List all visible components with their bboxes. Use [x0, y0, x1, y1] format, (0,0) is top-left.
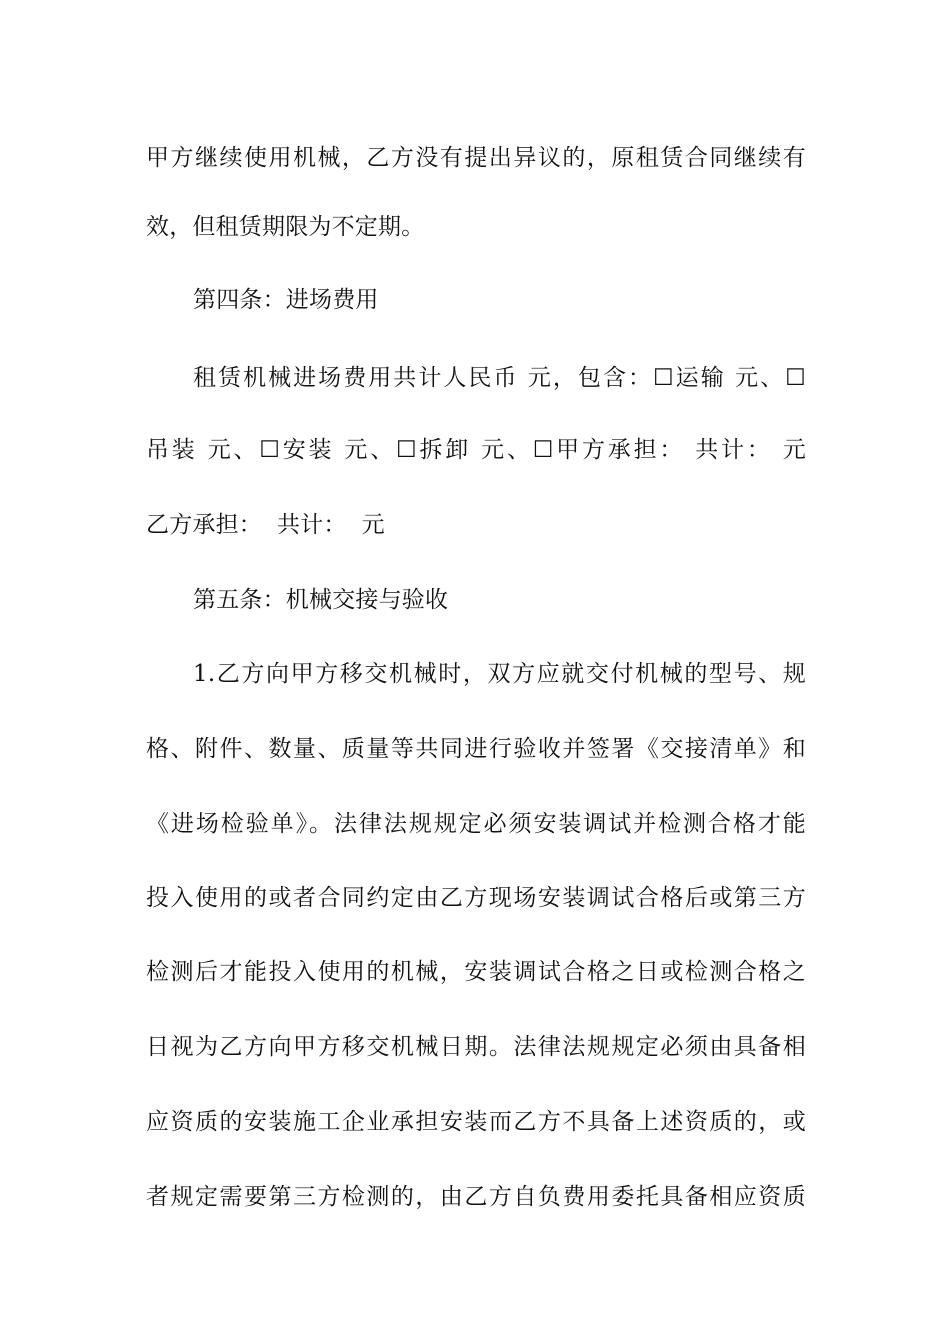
paragraph-line: 检测后才能投入使用的机械，安装调试合格之日或检测合格之	[146, 959, 806, 985]
paragraph-line: 吊装 元、☐安装 元、☐拆卸 元、☐甲方承担： 共计： 元	[146, 437, 806, 463]
paragraph-line: 格、附件、数量、质量等共同进行验收并签署《交接清单》和	[146, 736, 806, 762]
paragraph-line: 租赁机械进场费用共计人民币 元，包含：☐运输 元、☐	[193, 365, 806, 391]
paragraph-line: 甲方继续使用机械，乙方没有提出异议的，原租赁合同继续有	[146, 145, 806, 171]
paragraph-line: 应资质的安装施工企业承担安装而乙方不具备上述资质的，或	[146, 1109, 806, 1135]
section-heading-4: 第四条：进场费用	[193, 287, 379, 313]
paragraph-line: 1.乙方向甲方移交机械时，双方应就交付机械的型号、规	[193, 661, 806, 687]
paragraph-line: 乙方承担： 共计： 元	[146, 512, 385, 538]
paragraph-line: 《进场检验单》。法律法规规定必须安装调试并检测合格才能	[146, 811, 806, 837]
paragraph-line: 投入使用的或者合同约定由乙方现场安装调试合格后或第三方	[146, 885, 806, 911]
paragraph-line: 日视为乙方向甲方移交机械日期。法律法规规定必须由具备相	[146, 1034, 806, 1060]
section-heading-5: 第五条：机械交接与验收	[193, 587, 449, 613]
paragraph-line: 效，但租赁期限为不定期。	[146, 214, 425, 240]
paragraph-line: 者规定需要第三方检测的，由乙方自负费用委托具备相应资质	[146, 1184, 806, 1210]
